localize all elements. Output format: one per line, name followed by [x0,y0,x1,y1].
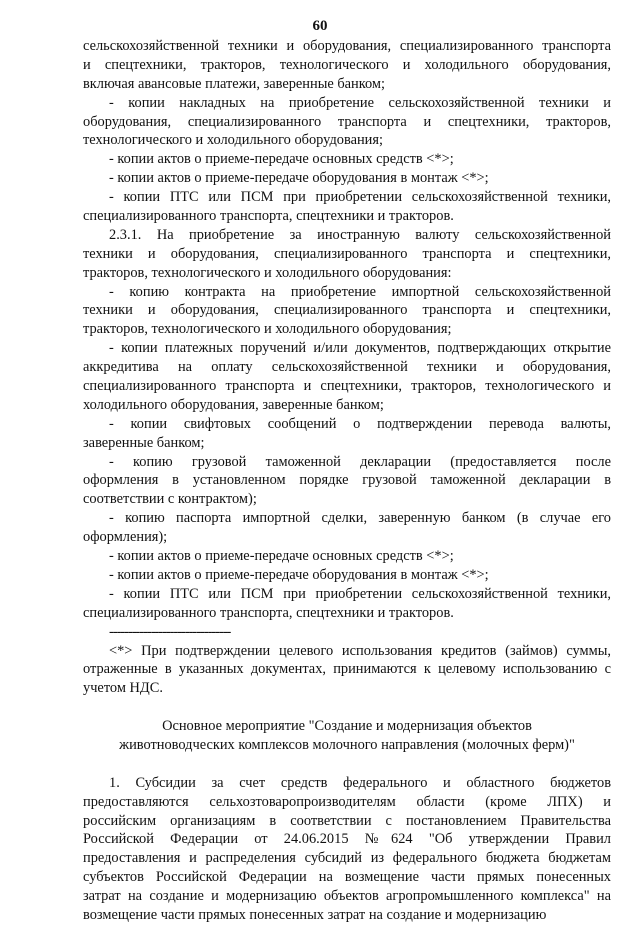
paragraph [83,774,611,925]
text-line: российским организациям в соответствии с постановлением Правительства [83,812,611,829]
text-line: - копии актов о приеме-передаче основных средств <*>; [109,151,454,168]
text-line: специализированного транспорта, спецтехники и тракторов. [83,208,454,225]
paragraph [83,585,611,623]
text-line: техники и оборудования, специализированного транспорта и спецтехники, [83,302,611,319]
text-line: - копии платежных поручений и/или документов, подтверждающих открытие [109,340,611,357]
paragraph [83,169,611,188]
text-line: техники и оборудования, специализированного транспорта и спецтехники, [83,245,611,262]
text-line: субъектов Российской Федерации на возмещение части прямых понесенных [83,869,611,886]
text-line: - копии актов о приеме-передаче оборудования в монтаж <*>; [109,170,489,187]
text-line: тракторов, технологического и холодильного оборудования; [83,321,452,338]
text-line: заверенные банком; [83,434,205,451]
text-line: оборудования, специализированного транспорта и спецтехники, тракторов, [83,113,611,130]
text-line: технологического и холодильного оборудования; [83,132,383,149]
text-line: - копии свифтовых сообщений о подтверждении перевода валюты, [109,415,611,432]
spacer [83,698,611,717]
text-line: специализированного транспорта и спецтехники, тракторов, технологического и [83,378,611,395]
paragraph [83,339,611,415]
text-line: - копии накладных на приобретение сельскохозяйственной техники и [109,94,611,111]
page-number: 60 [312,18,328,34]
text-line: специализированного транспорта, спецтехники и тракторов. [83,604,454,621]
text-line: и спецтехники, тракторов, технологического и холодильного оборудования, [83,56,611,73]
heading-line: Основное мероприятие "Создание и модернизация объектов [162,718,532,735]
text-line: отраженные в указанных документах, принимаются к целевому использованию с [83,661,611,678]
text-line: соответствии с контрактом); [83,491,257,508]
text-line: - копию паспорта импортной сделки, заверенную банком (в случае его [109,510,611,527]
text-line: включая авансовые платежи, заверенные банком; [83,75,386,92]
paragraph [83,150,611,169]
text-line: тракторов, технологического и холодильного оборудования: [83,264,452,281]
paragraph [83,37,611,94]
text-line: затрат на создание и модернизацию объектов агропромышленного комплекса" на [83,888,611,905]
spacer [83,755,611,774]
paragraph [83,642,611,699]
paragraph [83,509,611,547]
text-line: - копии ПТС или ПСМ при приобретении сельскохозяйственной техники, [109,189,611,206]
text-line: Российской Федерации от 24.06.2015 №624 "Об утверждении Правил [83,831,611,848]
text-line: - копию контракта на приобретение импортной сельскохозяйственной [109,283,611,300]
text-line: - копию грузовой таможенной декларации (предоставляется после [109,453,611,470]
text-line: - копии ПТС или ПСМ при приобретении сельскохозяйственной техники, [109,585,611,602]
paragraph [83,188,611,226]
section-heading [83,717,611,755]
paragraph [83,453,611,510]
text-line: предоставления и распределения субсидий из федерального бюджета бюджетам [83,850,611,867]
text-line: возмещение части прямых понесенных затрат на создание и модернизацию [83,906,547,923]
text-line: учетом НДС. [83,680,163,697]
paragraph [83,566,611,585]
paragraph [83,94,611,151]
document-body [83,37,611,925]
text-line: сельскохозяйственной техники и оборудования, специализированного транспорта [83,38,611,54]
paragraph [83,283,611,340]
footnote-separator: -------------------------------- [109,623,231,640]
text-line: 1. Субсидии за счет средств федерального и областного бюджетов [109,774,611,791]
heading-line: животноводческих комплексов молочного направления (молочных ферм)" [119,736,575,753]
text-line: холодильного оборудования, заверенные банком; [83,396,384,413]
text-line: оформления в установленном порядке грузовой таможенной декларации в [83,472,611,489]
text-line: <*> При подтверждении целевого использования кредитов (займов) суммы, [109,642,611,659]
text-line: аккредитива на оплату сельскохозяйственной техники и оборудования, [83,359,611,376]
text-line: оформления); [83,529,168,546]
paragraph [83,415,611,453]
paragraph [83,226,611,283]
text-line: - копии актов о приеме-передаче оборудования в монтаж <*>; [109,566,489,583]
text-line: предоставляются сельхозтоваропроизводителям области (кроме ЛПХ) и [83,793,611,810]
text-line: 2.3.1. На приобретение за иностранную валюту сельскохозяйственной [109,226,611,243]
text-line: - копии актов о приеме-передаче основных средств <*>; [109,548,454,565]
paragraph [83,547,611,566]
